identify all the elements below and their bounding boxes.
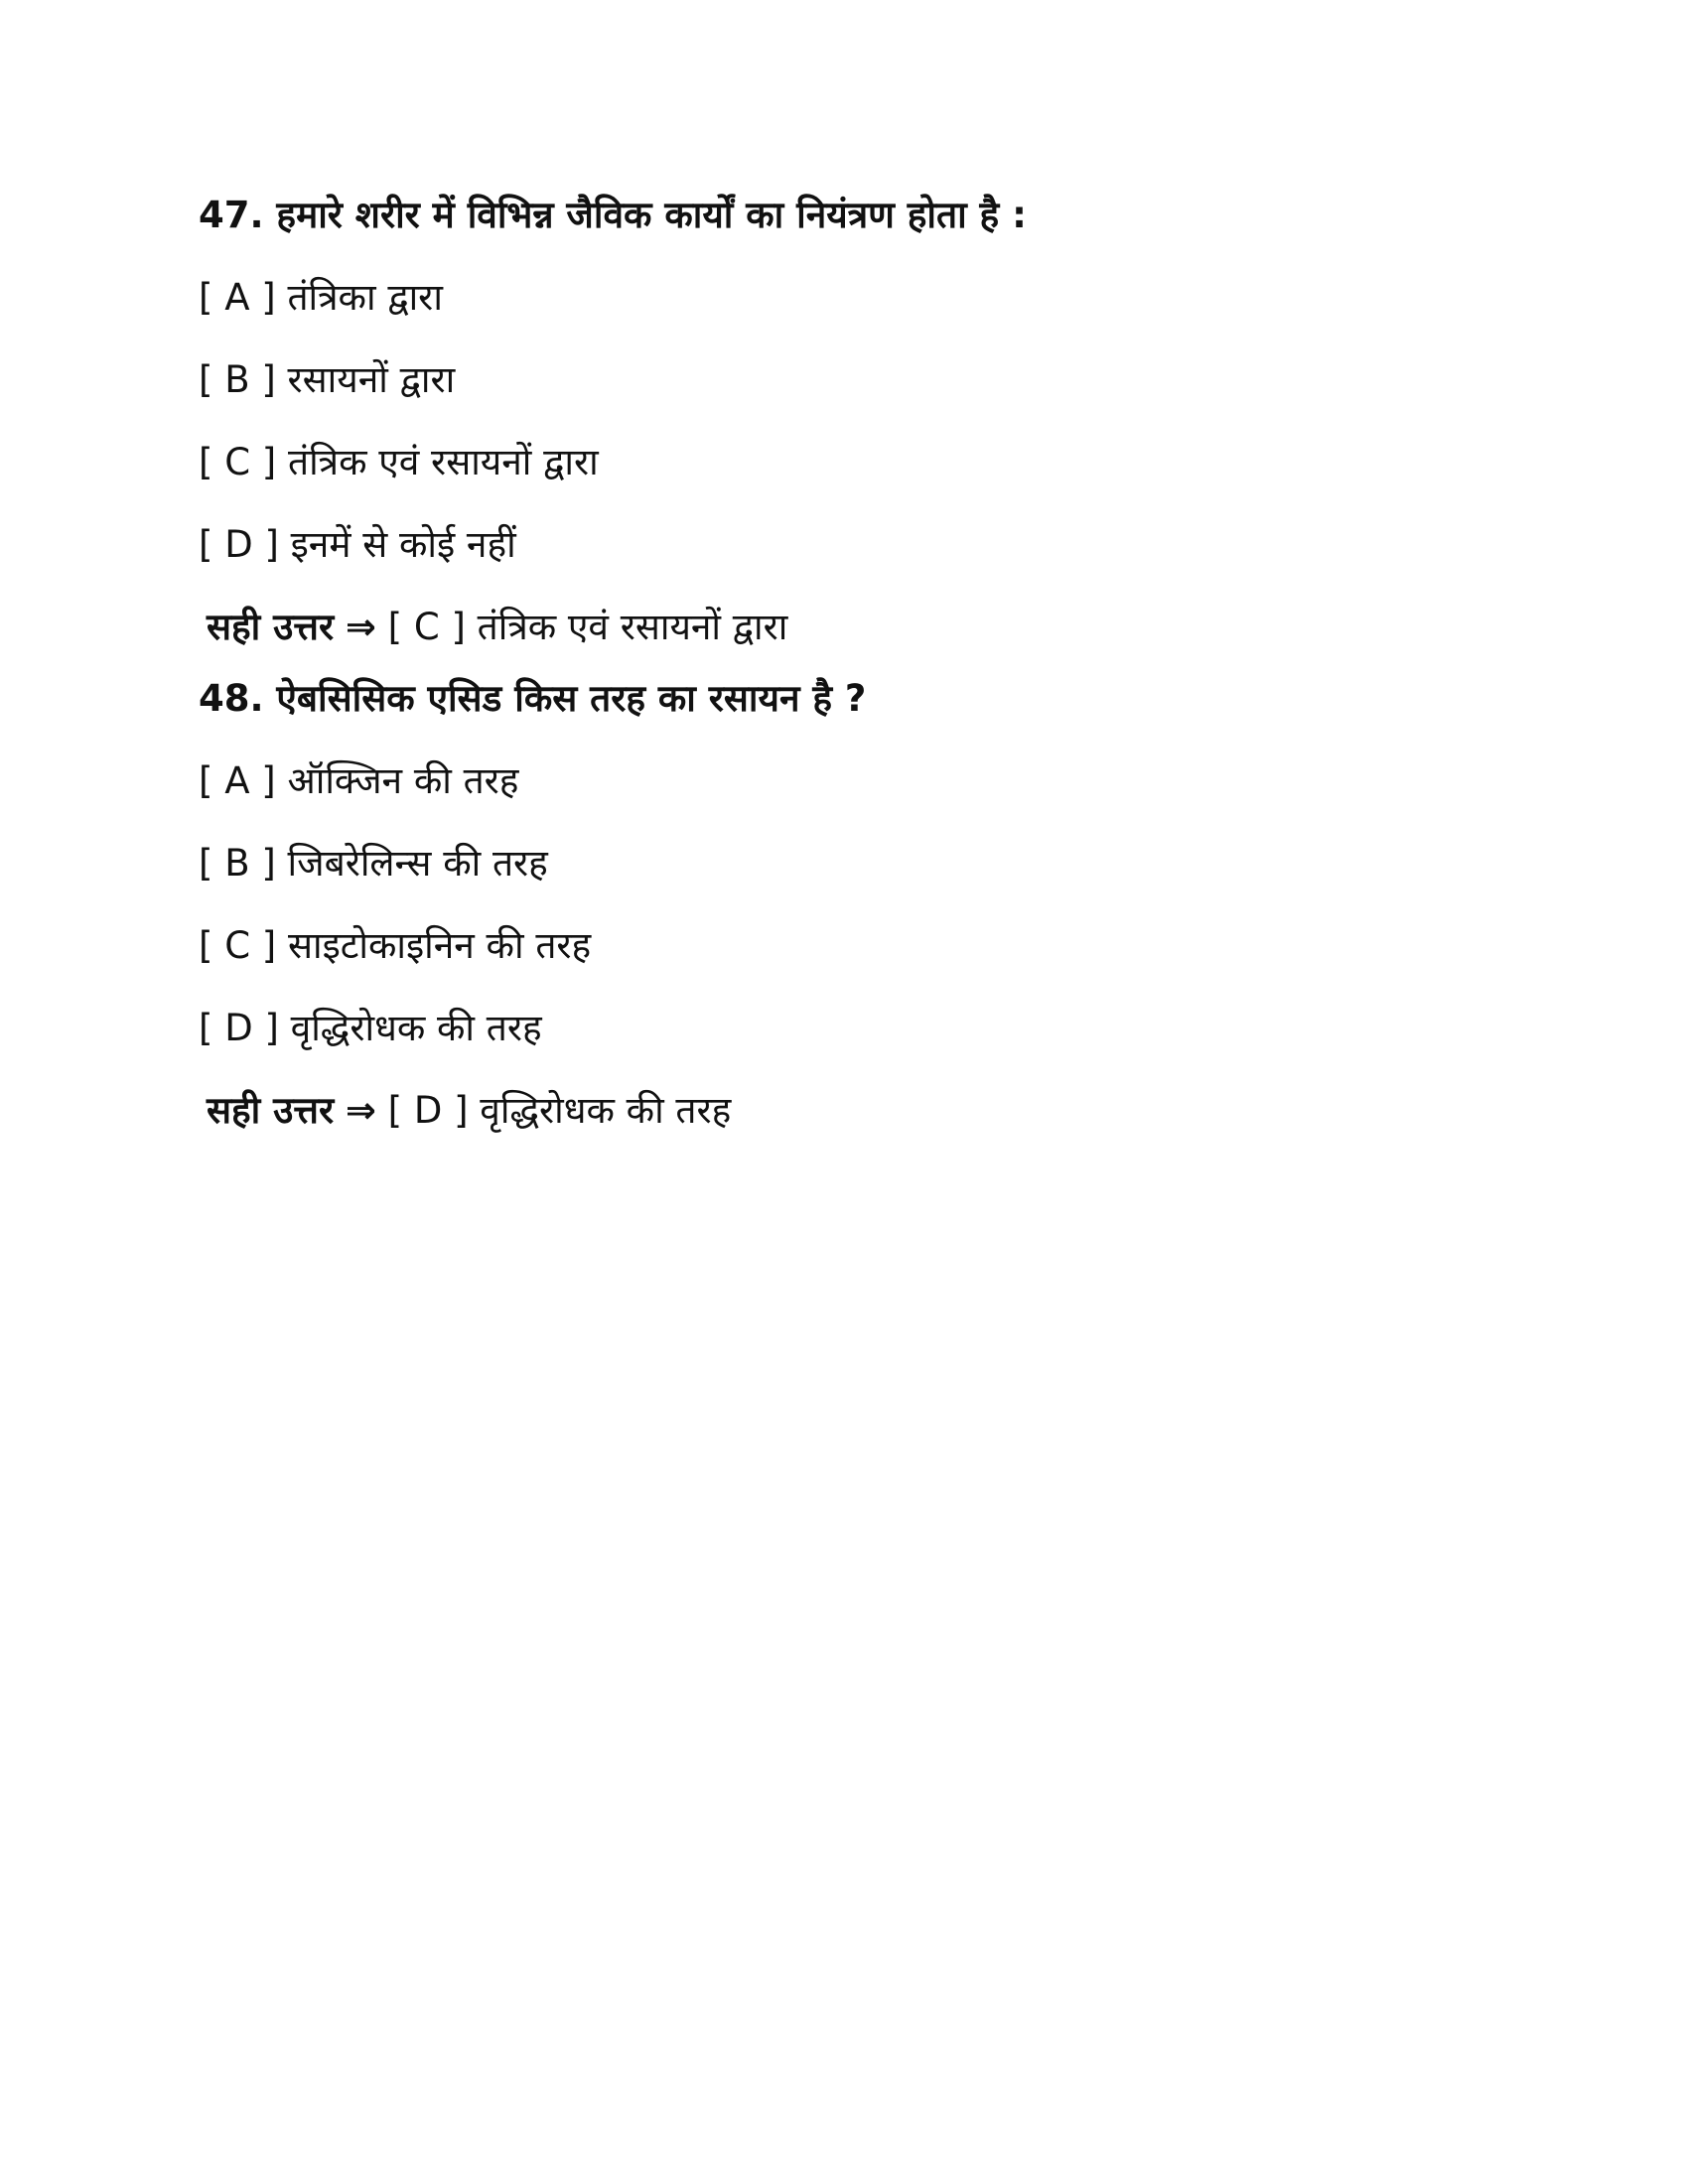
answer-label: सही उत्तर: [207, 1089, 335, 1132]
question-title: 48. ऐबसिसिक एसिड किस तरह का रसायन है ?: [199, 677, 867, 720]
answer-text: [ C ] तंत्रिक एवं रसायनों द्वारा: [387, 606, 788, 648]
option-b: [ B ] रसायनों द्वारा: [199, 358, 456, 401]
question-title: 47. हमारे शरीर में विभिन्न जैविक कार्यों का नियंत्रण होता है :: [199, 194, 1027, 236]
arrow-icon: ⇒: [345, 606, 376, 648]
answer-label: सही उत्तर: [207, 606, 335, 648]
option-a: [ A ] तंत्रिका द्वारा: [199, 276, 443, 319]
correct-answer: [207, 606, 787, 649]
answer-text: [ D ] वृद्धिरोधक की तरह: [387, 1089, 732, 1132]
correct-answer: [207, 1089, 731, 1133]
option-b: [ B ] जिबरेलिन्स की तरह: [199, 842, 548, 885]
option-d: [ D ] इनमें से कोई नहीं: [199, 523, 516, 566]
option-c: [ C ] साइटोकाइनिन की तरह: [199, 924, 592, 967]
option-d: [ D ] वृद्धिरोधक की तरह: [199, 1007, 542, 1049]
option-c: [ C ] तंत्रिक एवं रसायनों द्वारा: [199, 441, 599, 483]
arrow-icon: ⇒: [345, 1089, 376, 1132]
option-a: [ A ] ऑक्जिन की तरह: [199, 759, 519, 802]
